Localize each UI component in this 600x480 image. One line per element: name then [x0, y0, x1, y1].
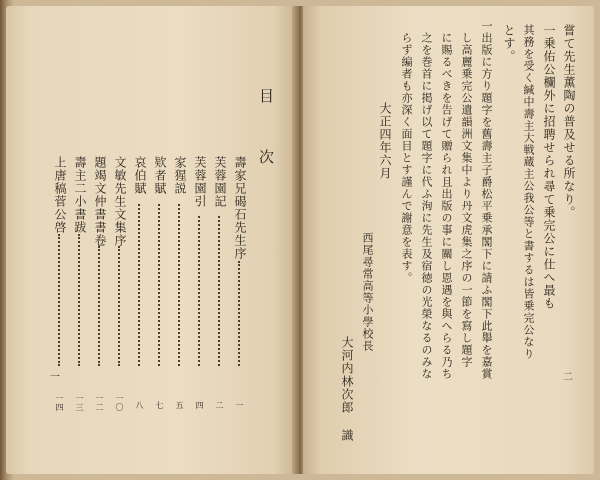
- toc-leader: [58, 234, 61, 366]
- page-number-right: 二: [563, 372, 574, 383]
- body-line: し高麗乗完公遺韻洲文集中より丹文虎集之序の一節を寫し題字: [460, 32, 473, 368]
- body-line: 其務を受く緘中壽主大戦蔵主公我公等と書するは皆乗完公なり: [522, 24, 535, 360]
- toc-entry-title: 壽主二小書跋: [73, 156, 87, 234]
- toc-entry-page: 五: [175, 401, 184, 410]
- page-number-left: 一: [50, 372, 61, 383]
- toc-leader: [98, 246, 101, 366]
- right-page: [303, 6, 594, 474]
- body-line: 一乗佑公欄外に招聘せられ尋て乗完公に仕へ最も: [542, 24, 556, 310]
- toc-leader: [158, 204, 161, 366]
- toc-leader: [178, 204, 181, 366]
- toc-entry-page: 二: [215, 401, 224, 410]
- signature-school: 西尾尋常高等小學校長: [361, 232, 374, 352]
- toc-leader: [218, 216, 221, 366]
- body-line: とす。: [502, 24, 516, 63]
- toc-entry-title: 上唐稿菅公啓: [53, 156, 67, 234]
- toc-leader: [118, 246, 121, 366]
- toc-entry-page: 七: [155, 401, 164, 410]
- toc-entry-title: 哀伯賦: [133, 156, 147, 195]
- toc-entry-page: 一二: [95, 394, 104, 412]
- toc-entry-page: 一〇: [115, 394, 124, 412]
- toc-entry-title: 芙蓉園記: [213, 156, 227, 208]
- toc-entry-page: 一四: [55, 394, 64, 412]
- toc-entry-title: 文敏先生文集序: [113, 156, 127, 247]
- toc-entry-page: 四: [195, 401, 204, 410]
- body-line: 嘗て先生薫陶の普及せる所なり。: [562, 24, 576, 219]
- toc-leader: [198, 216, 201, 366]
- toc-entry-title: 題竭文仲書書卷: [93, 156, 107, 247]
- body-line: 之を巻首に掲げ以て題字に代ふ洵に先生及宿徳の光榮なるのみな: [420, 32, 433, 380]
- toc-leader: [238, 261, 241, 366]
- signature-name: 大河内林次郎 識: [340, 336, 354, 442]
- toc-entry-title: 家猩説: [173, 156, 187, 195]
- body-line: らず編者も亦深く面目とす謹んで謝意を表す。: [400, 32, 413, 284]
- body-line: 一出版に方り題字を舊壽主子爵松平乗承閣下に請ふ閣下此舉を嘉賞: [480, 20, 493, 380]
- toc-entry-page: 一: [235, 401, 244, 410]
- body-line: に賜るべきを告げて贈られ且出版の事に關し恩遇を與へらる乃ち: [440, 32, 453, 380]
- toc-entry-title: 芙蓉園引: [193, 156, 207, 208]
- toc-entry-title: 欵者賦: [153, 156, 167, 195]
- date-line: 大正四年六月: [378, 102, 392, 180]
- toc-entry-title: 壽家兄碣石先生序: [233, 156, 247, 260]
- toc-entry-page: 八: [135, 401, 144, 410]
- toc-leader: [138, 204, 141, 366]
- toc-leader: [78, 234, 81, 366]
- left-page: [6, 6, 297, 474]
- toc-entry-page: 一三: [75, 394, 84, 412]
- toc-title: 目 次: [257, 88, 275, 178]
